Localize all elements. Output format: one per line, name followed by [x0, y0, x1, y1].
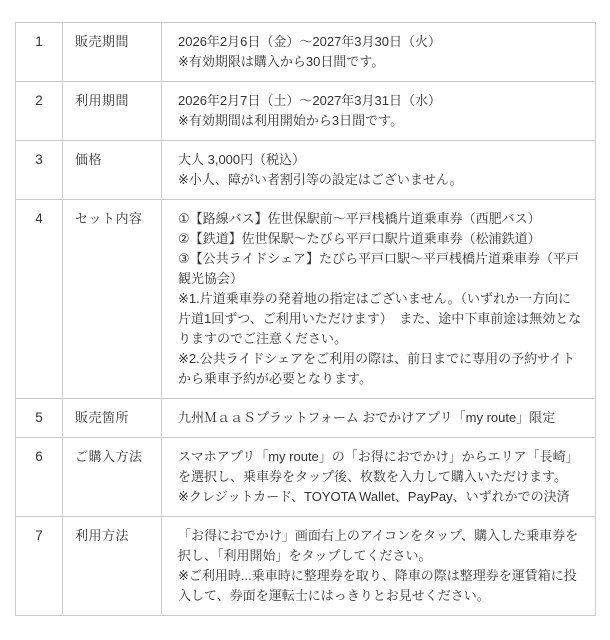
table-row-sales-location: [16, 399, 596, 438]
content-line: ②【鉄道】佐世保駅～たびら平戸口駅片道乗車券（松浦鉄道）: [178, 231, 541, 246]
row-number: 2: [16, 82, 63, 141]
table-row-usage-period: [16, 82, 596, 141]
row-number: 3: [16, 141, 63, 200]
ticket-info-table: [15, 22, 596, 616]
content-line: ※有効期限は購入から30日間です。: [178, 54, 385, 69]
content-line: 大人 3,000円（税込）: [178, 152, 306, 167]
row-content: [162, 82, 596, 141]
table-row-set-contents: [16, 200, 596, 399]
row-content: [162, 200, 596, 399]
content-line: ※クレジットカード、TOYOTA Wallet、PayPay、いずれかでの決済: [178, 489, 570, 504]
row-label: セット内容: [63, 200, 162, 399]
content-line: ①【路線バス】佐世保駅前～平戸桟橋片道乗車券（西肥バス）: [178, 211, 541, 226]
content-line: ※小人、障がい者割引等の設定はございません。: [178, 172, 463, 187]
row-number: 5: [16, 399, 63, 438]
table-row-purchase-method: [16, 438, 596, 517]
table-row-price: [16, 141, 596, 200]
row-number: 1: [16, 23, 63, 82]
content-line: 「お得におでかけ」画面右上のアイコンをタップ、購入した乗車券を択し、「利用開始」をタップしてください。: [178, 528, 579, 563]
row-label: 価格: [63, 141, 162, 200]
row-number: 7: [16, 517, 63, 616]
content-line: 2026年2月6日（金）～2027年3月30日（火）: [178, 34, 441, 49]
content-line: 2026年2月7日（土）～2027年3月31日（水）: [178, 93, 441, 108]
row-content: [162, 141, 596, 200]
row-number: 6: [16, 438, 63, 517]
row-content: [162, 438, 596, 517]
row-content: [162, 517, 596, 616]
content-line: ③【公共ライドシェア】たびら平戸口駅～平戸桟橋片道乗車券（平戸観光協会）: [178, 251, 580, 286]
content-line: ※ご利用時...乗車時に整理券を取り、降車の際は整理券を運賃箱に投入して、券面を運転士にはっきりとお見せください。: [178, 568, 577, 603]
content-line: ※1.片道乗車券の発着地の指定はございません。（いずれか一方向に片道1回ずつ、ご利用いただけます） また、途中下車前途は無効となりますのでご注意ください。: [178, 291, 582, 346]
table-row-sales-period: [16, 23, 596, 82]
content-line: 九州ＭａａＳプラットフォーム おでかけアプリ「my route」限定: [178, 410, 556, 425]
row-content: [162, 23, 596, 82]
content-line: ※有効期間は利用開始から3日間です。: [178, 113, 404, 128]
row-label: 利用期間: [63, 82, 162, 141]
table-row-usage-method: [16, 517, 596, 616]
row-label: 販売箇所: [63, 399, 162, 438]
content-line: ※2.公共ライドシェアをご利用の際は、前日までに専用の予約サイトから乗車予約が必要となります。: [178, 351, 576, 386]
row-content: [162, 399, 596, 438]
row-number: 4: [16, 200, 63, 399]
row-label: 販売期間: [63, 23, 162, 82]
content-line: スマホアプリ「my route」の「お得におでかけ」からエリア「長崎」を選択し、乗車券をタップ後、枚数を入力して購入いただけます。: [178, 449, 579, 484]
row-label: 利用方法: [63, 517, 162, 616]
row-label: ご購入方法: [63, 438, 162, 517]
